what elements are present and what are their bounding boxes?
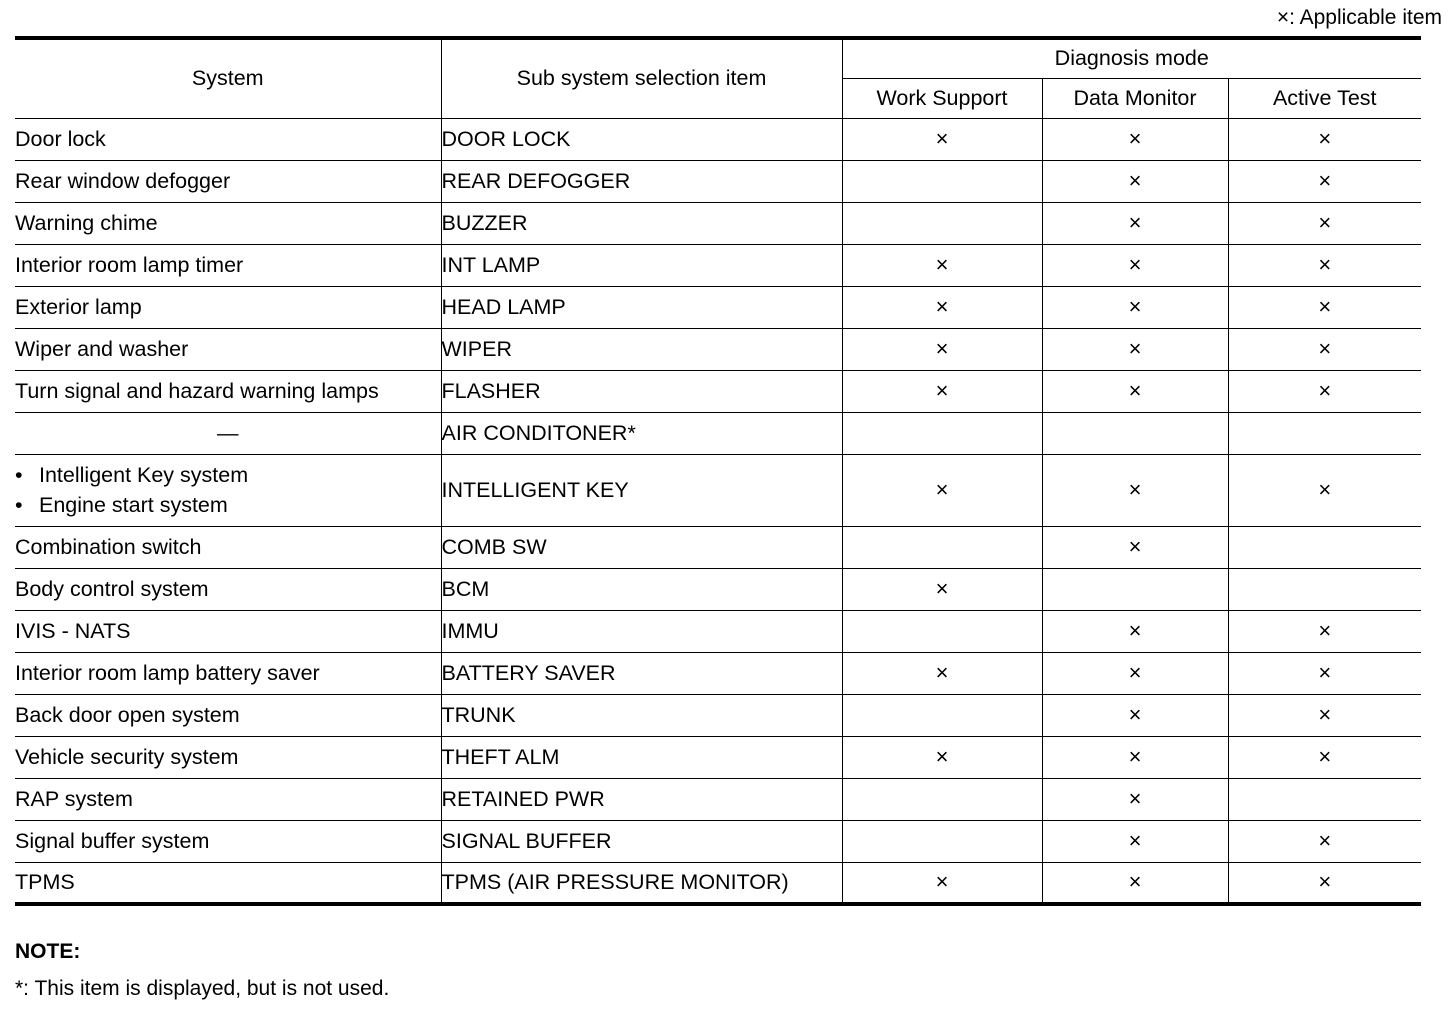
data-monitor-mark: × — [1042, 160, 1228, 202]
system-cell: Exterior lamp — [15, 286, 441, 328]
data-monitor-mark: × — [1042, 652, 1228, 694]
sub-system-cell: THEFT ALM — [441, 736, 842, 778]
system-cell — [15, 454, 441, 526]
header-work-support: Work Support — [842, 78, 1042, 118]
work-support-mark — [842, 160, 1042, 202]
work-support-mark: × — [842, 862, 1042, 904]
applicable-item-legend: ×: Applicable item — [1276, 6, 1442, 29]
active-test-mark: × — [1228, 652, 1421, 694]
table-row — [15, 736, 1421, 778]
work-support-mark — [842, 694, 1042, 736]
active-test-mark — [1228, 412, 1421, 454]
data-monitor-mark — [1042, 568, 1228, 610]
data-monitor-mark: × — [1042, 370, 1228, 412]
data-monitor-mark: × — [1042, 736, 1228, 778]
system-cell: Rear window defogger — [15, 160, 441, 202]
active-test-mark: × — [1228, 244, 1421, 286]
header-active-test: Active Test — [1228, 78, 1421, 118]
table-row — [15, 610, 1421, 652]
system-cell: Wiper and washer — [15, 328, 441, 370]
table-row — [15, 286, 1421, 328]
active-test-mark: × — [1228, 454, 1421, 526]
active-test-mark — [1228, 526, 1421, 568]
system-cell: Combination switch — [15, 526, 441, 568]
sub-system-cell: SIGNAL BUFFER — [441, 820, 842, 862]
header-diagnosis-mode: Diagnosis mode — [842, 38, 1421, 78]
sub-system-cell: WIPER — [441, 328, 842, 370]
sub-system-cell: FLASHER — [441, 370, 842, 412]
bullet-item: • Intelligent Key system — [15, 460, 441, 490]
system-cell: Door lock — [15, 118, 441, 160]
system-cell: Vehicle security system — [15, 736, 441, 778]
data-monitor-mark: × — [1042, 526, 1228, 568]
work-support-mark: × — [842, 736, 1042, 778]
work-support-mark — [842, 526, 1042, 568]
system-cell: Back door open system — [15, 694, 441, 736]
active-test-mark: × — [1228, 328, 1421, 370]
table-row — [15, 412, 1421, 454]
sub-system-cell: IMMU — [441, 610, 842, 652]
note-text: *: This item is displayed, but is not used. — [15, 977, 390, 1000]
system-cell: — — [15, 412, 441, 454]
table-row — [15, 160, 1421, 202]
active-test-mark: × — [1228, 862, 1421, 904]
table-row — [15, 118, 1421, 160]
table-header — [15, 38, 1421, 118]
data-monitor-mark: × — [1042, 286, 1228, 328]
table-row — [15, 820, 1421, 862]
sub-system-cell: HEAD LAMP — [441, 286, 842, 328]
data-monitor-mark: × — [1042, 610, 1228, 652]
data-monitor-mark: × — [1042, 862, 1228, 904]
data-monitor-mark: × — [1042, 244, 1228, 286]
sub-system-cell: DOOR LOCK — [441, 118, 842, 160]
system-cell: Signal buffer system — [15, 820, 441, 862]
system-cell: Interior room lamp timer — [15, 244, 441, 286]
data-monitor-mark: × — [1042, 118, 1228, 160]
table-row — [15, 778, 1421, 820]
work-support-mark: × — [842, 568, 1042, 610]
work-support-mark: × — [842, 454, 1042, 526]
sub-system-cell: BCM — [441, 568, 842, 610]
bullet-item: • Engine start system — [15, 490, 441, 520]
work-support-mark — [842, 412, 1042, 454]
table-row — [15, 862, 1421, 904]
header-data-monitor: Data Monitor — [1042, 78, 1228, 118]
table-row — [15, 454, 1421, 526]
data-monitor-mark: × — [1042, 820, 1228, 862]
active-test-mark — [1228, 568, 1421, 610]
sub-system-cell: REAR DEFOGGER — [441, 160, 842, 202]
work-support-mark — [842, 202, 1042, 244]
system-cell: IVIS - NATS — [15, 610, 441, 652]
work-support-mark: × — [842, 118, 1042, 160]
system-cell: Interior room lamp battery saver — [15, 652, 441, 694]
data-monitor-mark — [1042, 412, 1228, 454]
table-row — [15, 328, 1421, 370]
table-row — [15, 202, 1421, 244]
data-monitor-mark: × — [1042, 694, 1228, 736]
active-test-mark — [1228, 778, 1421, 820]
active-test-mark: × — [1228, 202, 1421, 244]
table-body — [15, 118, 1421, 904]
data-monitor-mark: × — [1042, 778, 1228, 820]
header-system: System — [15, 38, 441, 118]
sub-system-cell: RETAINED PWR — [441, 778, 842, 820]
diagnosis-table — [15, 36, 1421, 906]
system-cell: Body control system — [15, 568, 441, 610]
work-support-mark — [842, 778, 1042, 820]
sub-system-cell: COMB SW — [441, 526, 842, 568]
sub-system-cell: INT LAMP — [441, 244, 842, 286]
sub-system-cell: INTELLIGENT KEY — [441, 454, 842, 526]
work-support-mark — [842, 820, 1042, 862]
work-support-mark: × — [842, 652, 1042, 694]
table-row — [15, 694, 1421, 736]
sub-system-cell: TPMS (AIR PRESSURE MONITOR) — [441, 862, 842, 904]
data-monitor-mark: × — [1042, 328, 1228, 370]
table-row — [15, 568, 1421, 610]
data-monitor-mark: × — [1042, 202, 1228, 244]
table-row — [15, 244, 1421, 286]
system-cell: Warning chime — [15, 202, 441, 244]
work-support-mark: × — [842, 286, 1042, 328]
table-row — [15, 526, 1421, 568]
sub-system-cell: TRUNK — [441, 694, 842, 736]
header-sub-system: Sub system selection item — [441, 38, 842, 118]
table-row — [15, 652, 1421, 694]
active-test-mark: × — [1228, 286, 1421, 328]
active-test-mark: × — [1228, 694, 1421, 736]
active-test-mark: × — [1228, 118, 1421, 160]
work-support-mark: × — [842, 244, 1042, 286]
active-test-mark: × — [1228, 610, 1421, 652]
active-test-mark: × — [1228, 370, 1421, 412]
work-support-mark: × — [842, 370, 1042, 412]
table-row — [15, 370, 1421, 412]
system-bullet-list — [15, 460, 441, 520]
data-monitor-mark: × — [1042, 454, 1228, 526]
system-cell: RAP system — [15, 778, 441, 820]
active-test-mark: × — [1228, 820, 1421, 862]
active-test-mark: × — [1228, 736, 1421, 778]
system-cell: TPMS — [15, 862, 441, 904]
sub-system-cell: AIR CONDITONER* — [441, 412, 842, 454]
sub-system-cell: BUZZER — [441, 202, 842, 244]
active-test-mark: × — [1228, 160, 1421, 202]
note-title: NOTE: — [15, 940, 81, 963]
work-support-mark: × — [842, 328, 1042, 370]
work-support-mark — [842, 610, 1042, 652]
system-cell: Turn signal and hazard warning lamps — [15, 370, 441, 412]
sub-system-cell: BATTERY SAVER — [441, 652, 842, 694]
